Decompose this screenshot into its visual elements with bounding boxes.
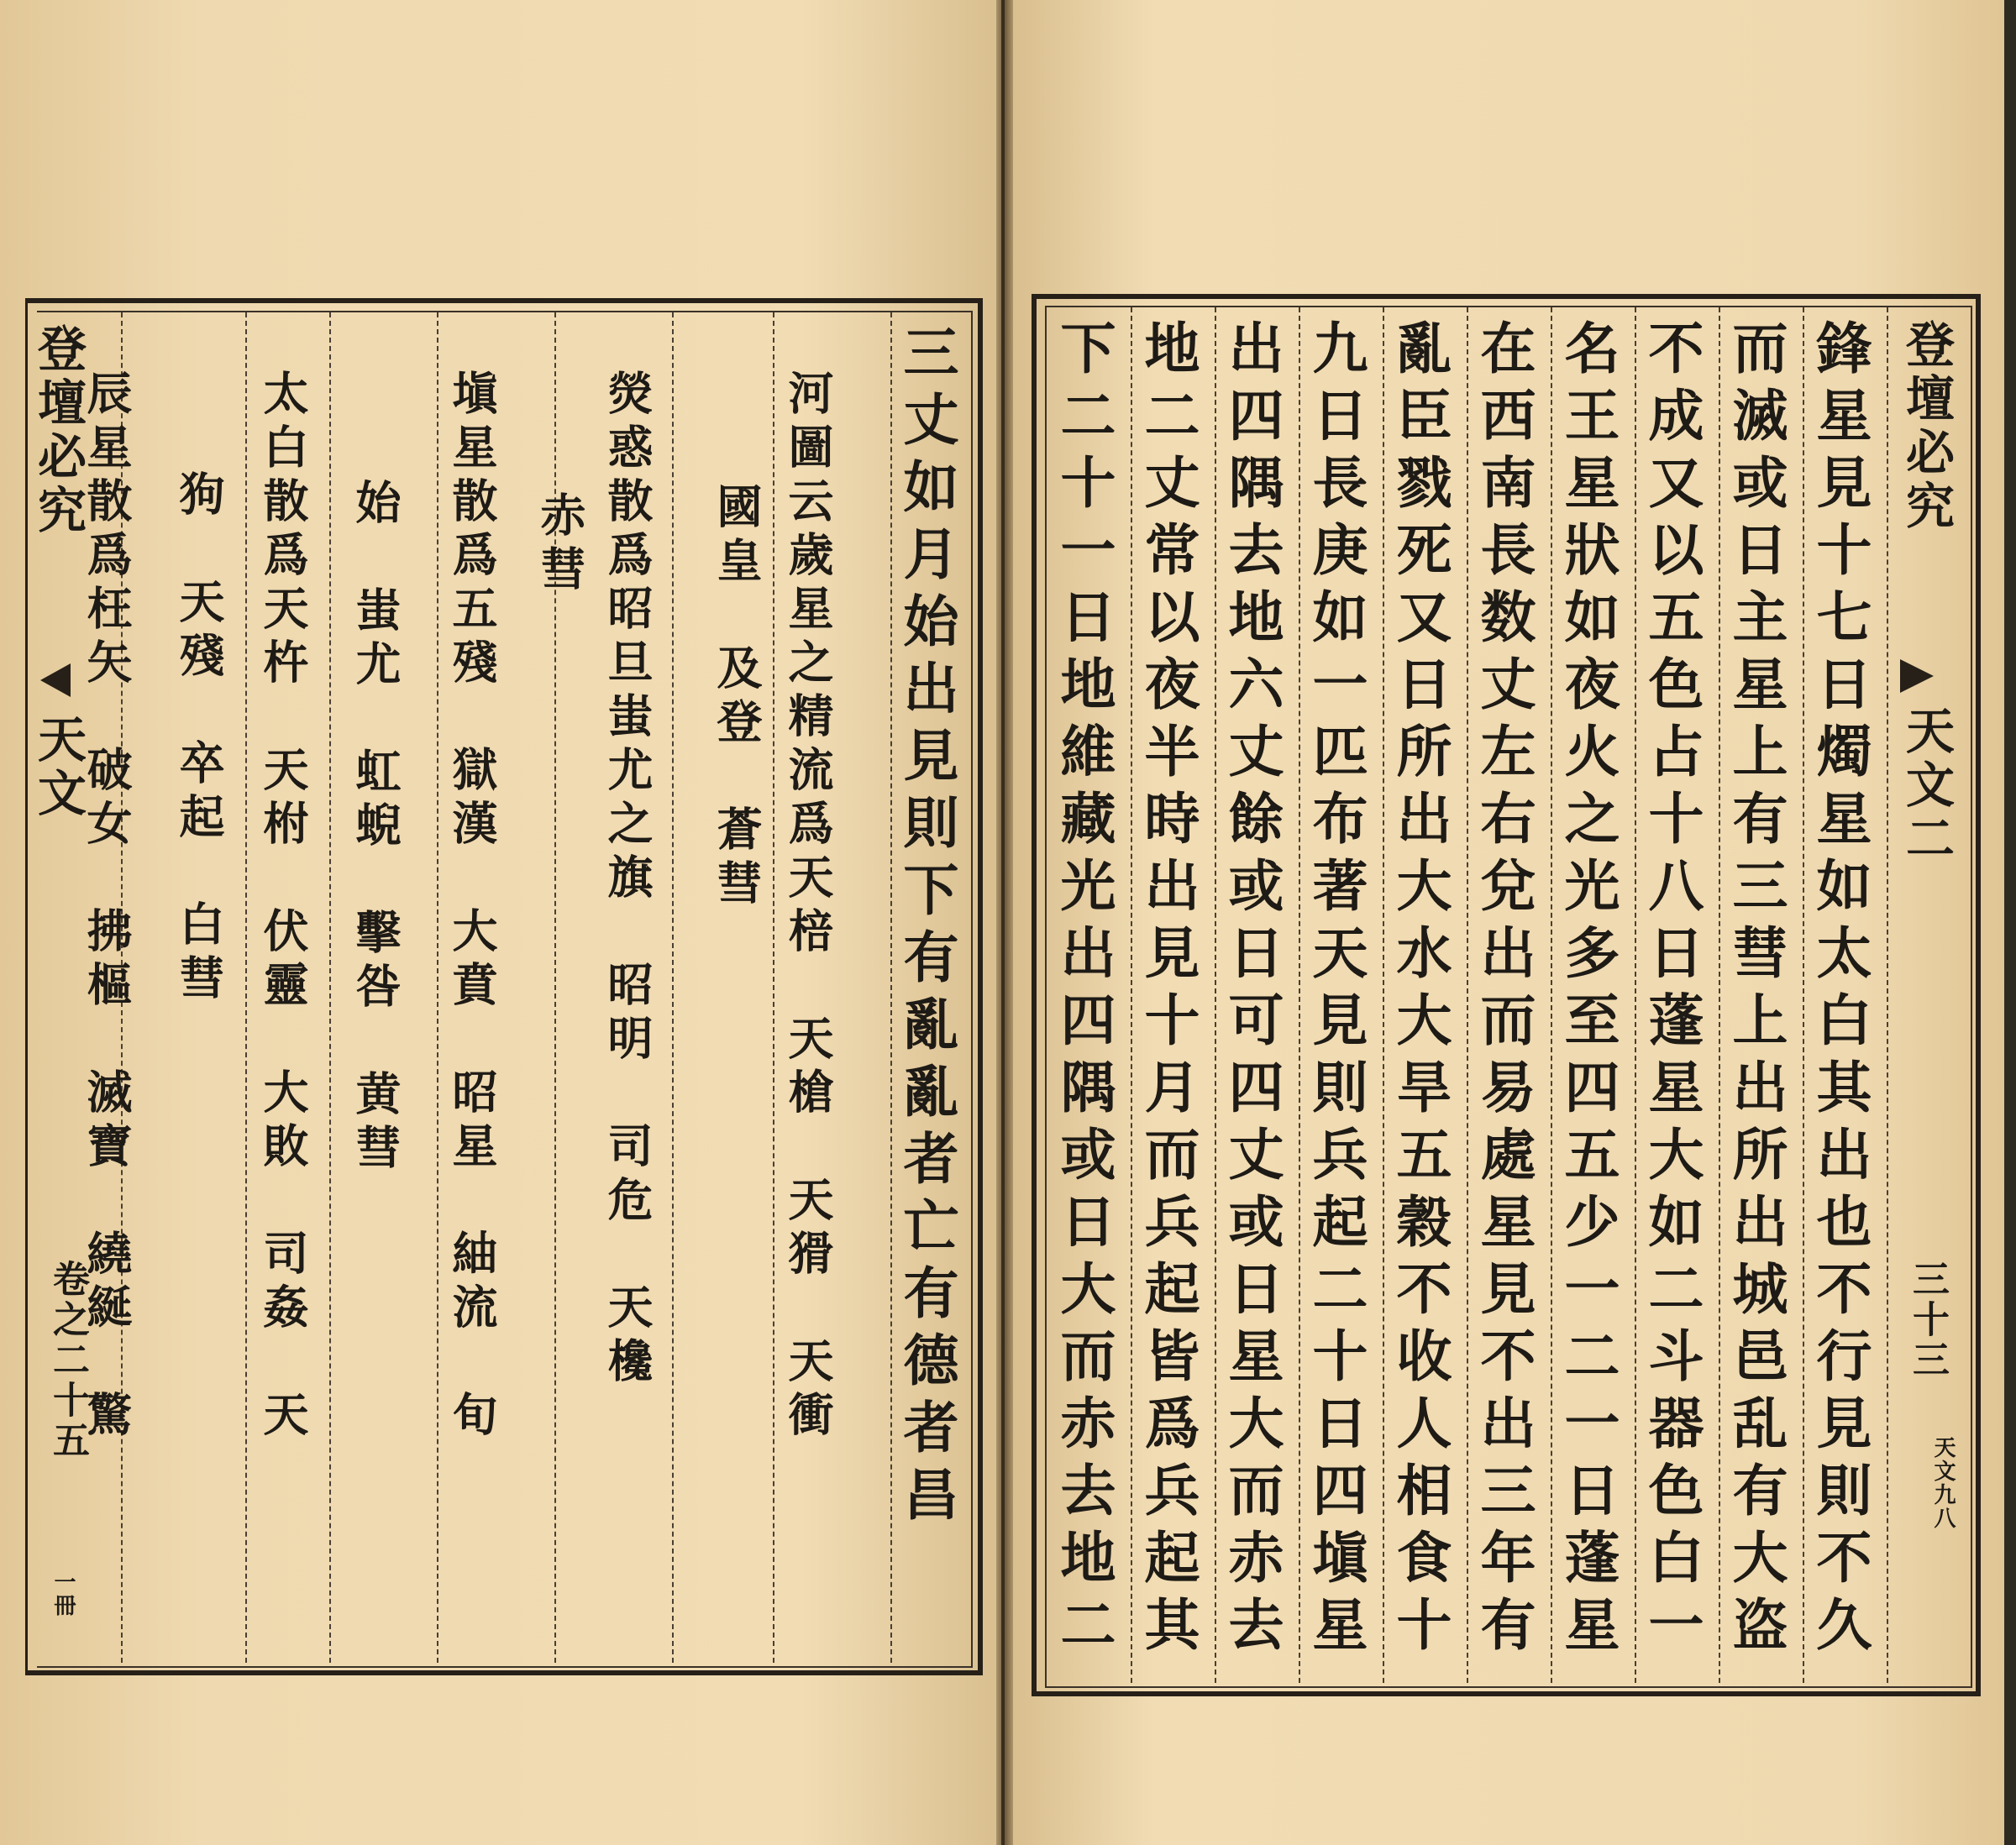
right-margin-section: 天文二: [1898, 705, 1955, 867]
column-rule: [773, 312, 774, 1663]
left-margin-folio: 卷之二十五: [46, 1260, 89, 1461]
column-rule: [1383, 307, 1384, 1683]
column-rule: [1215, 307, 1216, 1683]
column-rule: [1299, 307, 1300, 1683]
left-margin-section: 天文: [29, 714, 87, 821]
book-gutter: [996, 0, 1013, 1845]
left-text-column-3: 國皇 及登 蒼彗: [710, 483, 764, 913]
fishtail-mark: [40, 663, 71, 697]
fishtail-mark: [1900, 659, 1934, 693]
right-text-column-5: 在西南長数丈左右兌出而易處星見不出三年有: [1471, 319, 1536, 1663]
column-rule: [1887, 307, 1888, 1683]
column-rule: [1635, 307, 1636, 1683]
right-text-column-3: 不成又以五色占十八日蓬星大如二斗器色白一: [1639, 319, 1704, 1663]
column-rule: [890, 312, 892, 1663]
left-text-column-5: 赤彗: [533, 491, 587, 599]
left-text-column-4: 熒惑散爲昭旦蚩尤之旗 昭明 司危 天欃: [601, 370, 654, 1391]
column-rule: [672, 312, 674, 1663]
left-text-column-8: 太白散爲天杵 天柎 伏靈 大敗 司姦 天: [256, 370, 310, 1444]
left-text-column-1: 三丈如月始出見則下有亂亂者亡有德者昌: [894, 323, 959, 1533]
left-text-column-9: 狗 天殘 卒起 白彗: [172, 470, 226, 1008]
right-text-column-2: 而滅或日主星上有三彗上出所出城邑乱有大盗: [1723, 319, 1788, 1663]
right-margin-title: 登壇必究: [1898, 319, 1955, 534]
column-rule: [1131, 307, 1132, 1683]
column-rule: [1803, 307, 1804, 1683]
right-text-column-9: 地二丈常以夜半時出見十月而兵起皆爲兵起其: [1135, 319, 1200, 1663]
column-rule: [1719, 307, 1720, 1683]
right-text-column-1: 鋒星見十七日燭星如太白其出也不行見則不久: [1807, 319, 1872, 1663]
right-text-column-7: 九日長庚如一匹布著天見則兵起二十日四塡星: [1303, 319, 1368, 1663]
column-rule: [245, 312, 247, 1663]
right-margin-folio: 三十三: [1906, 1260, 1949, 1381]
right-margin-stamp: 天文九八: [1930, 1436, 1956, 1530]
right-text-column-4: 名王星狀如夜火之光多至四五少一二一日蓬星: [1555, 319, 1620, 1663]
left-margin-note: 一冊: [50, 1570, 76, 1617]
left-text-column-7: 始 蚩尤 虹蜺 擊咎 黄彗: [349, 479, 402, 1177]
left-margin-title: 登壇必究: [29, 323, 87, 538]
right-text-column-6: 亂臣戮死又日所出大水大旱五穀不收人相食十: [1387, 319, 1452, 1663]
left-text-column-10: 辰星散爲枉矢 破女 拂樞 滅寶 繞綖 驚: [80, 370, 134, 1444]
left-text-column-6: 塡星散爲五殘 獄漢 大賁 昭星 紬流 旬: [445, 370, 499, 1444]
column-rule: [1551, 307, 1552, 1683]
right-text-column-8: 出四隅去地六丈餘或日可四丈或日星大而赤去: [1219, 319, 1284, 1663]
column-rule: [1467, 307, 1468, 1683]
column-rule: [437, 312, 438, 1663]
left-text-column-2: 河圖云歲星之精流爲天棓 天槍 天猾 天衝: [781, 370, 835, 1444]
right-text-column-10: 下二十一日地維藏光出四隅或日大而赤去地二: [1051, 319, 1116, 1663]
column-rule: [329, 312, 331, 1663]
